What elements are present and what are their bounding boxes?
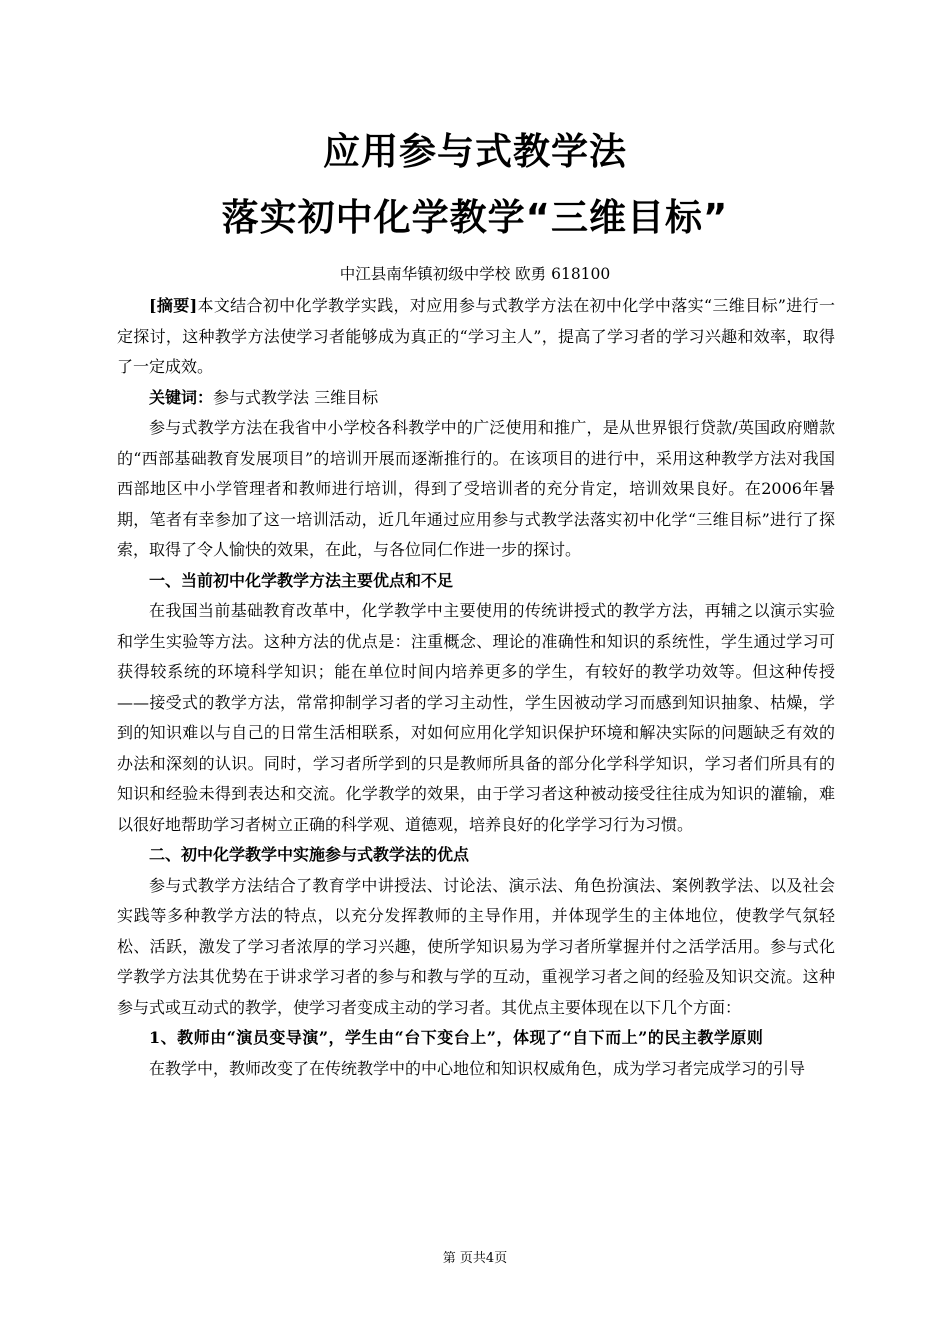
section-2-paragraph: 参与式教学方法结合了教育学中讲授法、讨论法、演示法、角色扮演法、案例教学法、以及社会实践等多种教学方法的特点，以充分发挥教师的主导作用，并体现学生的主体地位，使教学气氛轻松、活跃，激发了学习者浓厚的学习兴趣，使所学知识易为学习者所掌握并付之活学活用。参与式化学教学方法其优势在于讲求学习者的参与和教与学的互动，重视学习者之间的经验及知识交流。这种参与式或互动式的教学，使学习者变成主动的学习者。其优点主要体现在以下几个方面：: [117, 875, 835, 1017]
keywords-text: 参与式教学法 三维目标: [213, 387, 379, 407]
heading-1: 一、当前初中化学教学方法主要优点和不足: [149, 570, 454, 590]
title-line-2: 落实初中化学教学“三维目标”: [221, 196, 729, 239]
heading-2: 二、初中化学教学中实施参与式教学法的优点: [149, 845, 470, 864]
abstract-text: 本文结合初中化学教学实践，对应用参与式教学方法在初中化学中落实“三维目标”进行一定探讨，这种教学方法使学习者能够成为真正的“学习主人”，提高了学习者的学习兴趣和效率，取得了一定成效。: [117, 296, 835, 376]
section-3-paragraph: 在教学中，教师改变了在传统教学中的中心地位和知识权威角色，成为学习者完成学习的引导: [149, 1058, 806, 1078]
section-1-paragraph: 在我国当前基础教育改革中，化学教学中主要使用的传统讲授式的教学方法，再辅之以演示实验和学生实验等方法。这种方法的优点是：注重概念、理论的准确性和知识的系统性，学生通过学习可获得较系统的环境科学知识；能在单位时间内培养更多的学生，有较好的教学功效等。但这种传授——接受式的教学方法，常常抑制学习者的学习主动性，学生因被动学习而感到知识抽象、枯燥，学到的知识难以与自己的日常生活相联系，对如何应用化学知识保护环境和解决实际的问题缺乏有效的办法和深刻的认识。同时，学习者所学到的只是教师所具备的部分化学科学知识，学习者们所具有的知识和经验未得到表达和交流。化学教学的效果，由于学习者这种被动接受往往成为知识的灌输，难以很好地帮助学习者树立正确的科学观、道德观，培养良好的化学学习行为习惯。: [117, 601, 835, 834]
title-line-1: 应用参与式教学法: [323, 130, 627, 173]
page-footer: 第 页共4页: [442, 1251, 508, 1266]
abstract-paragraph: [117, 291, 835, 383]
document-body: [117, 291, 835, 1084]
author-line: 中江县南华镇初级中学校 欧勇 618100: [339, 265, 611, 283]
keywords-label: 关键词：: [149, 387, 214, 407]
keywords-paragraph: [117, 383, 835, 414]
abstract-label: [摘要]: [149, 296, 198, 315]
intro-paragraph: 参与式教学方法在我省中小学校各科教学中的广泛使用和推广，是从世界银行贷款/英国政府赠款的“西部基础教育发展项目”的培训开展而逐渐推行的。在该项目的进行中，采用这种教学方法对我国西部地区中小学管理者和教师进行培训，得到了受培训者的充分肯定，培训效果良好。在2006年暑期，笔者有幸参加了这一培训活动，近几年通过应用参与式教学法落实初中化学“三维目标”进行了探索，取得了令人愉快的效果，在此，与各位同仁作进一步的探讨。: [117, 418, 835, 559]
heading-3: 1、教师由“演员变导演”，学生由“台下变台上”，体现了“自下而上”的民主教学原则: [149, 1028, 764, 1047]
